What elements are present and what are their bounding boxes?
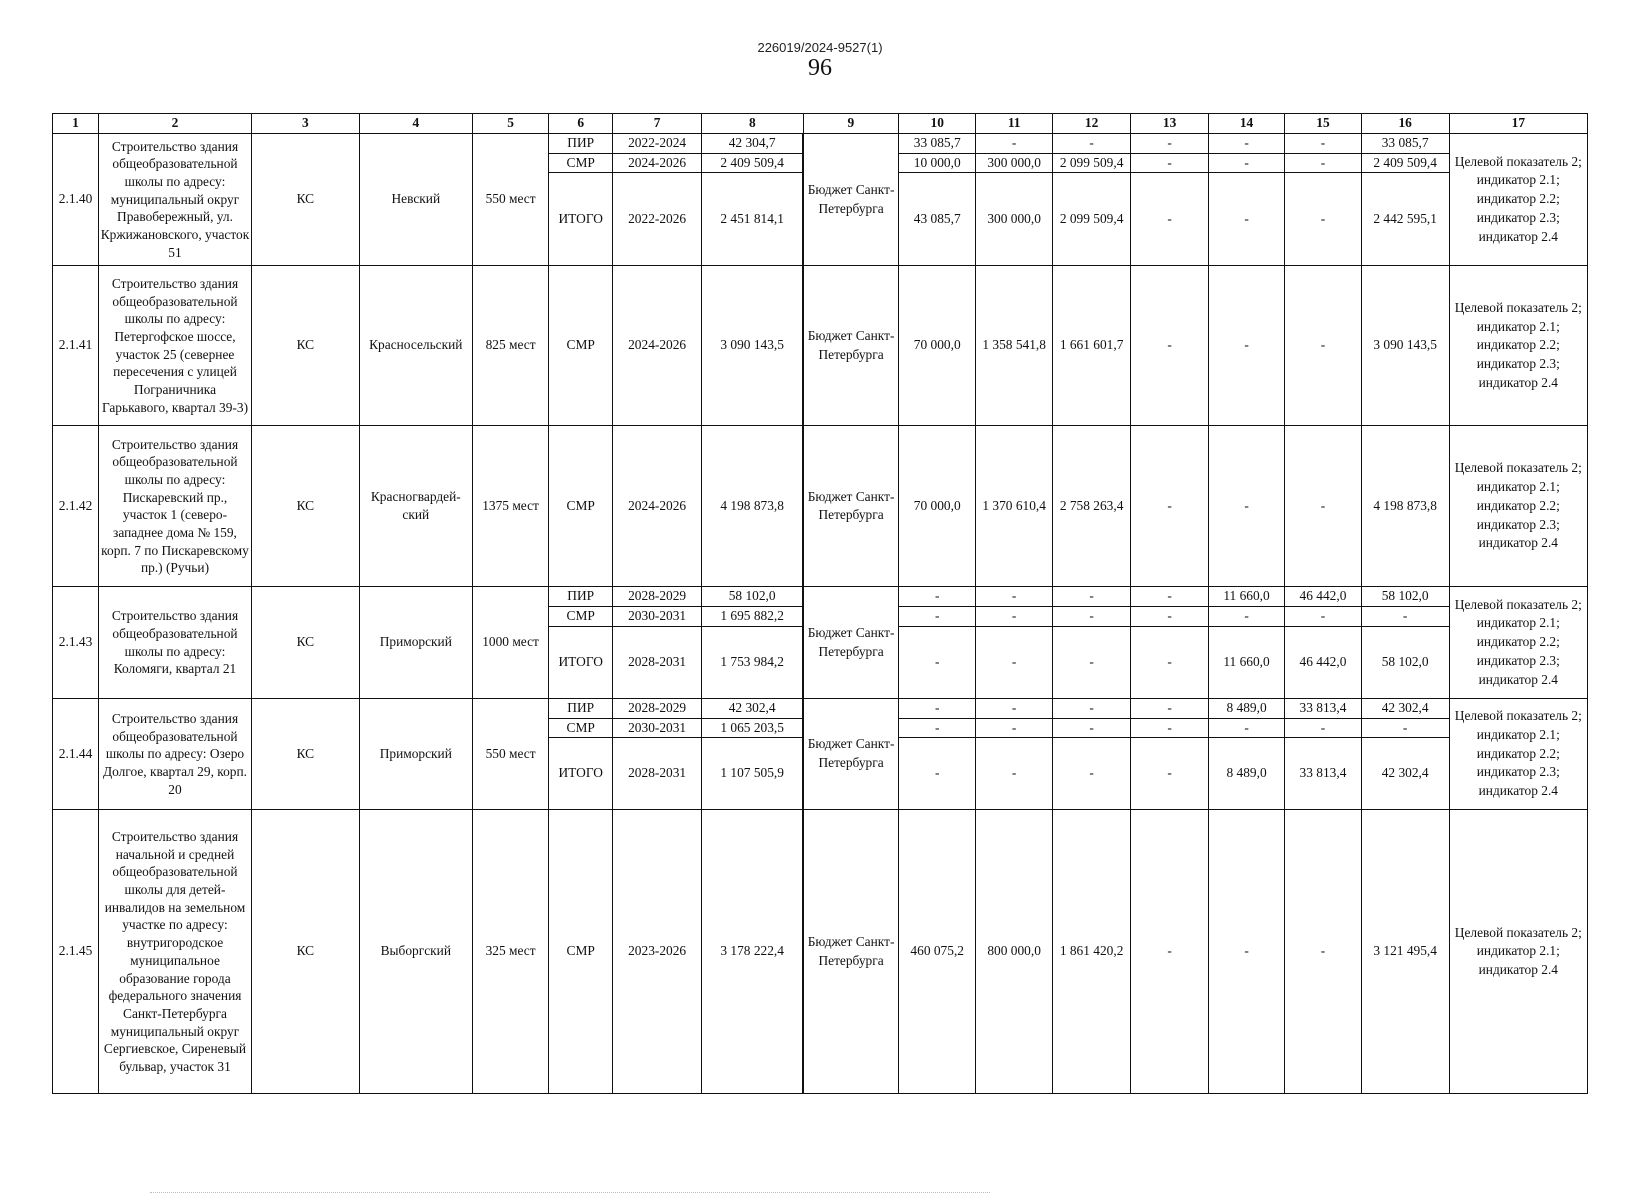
period-cell: 2030-2031 — [613, 718, 702, 738]
target-indicators: Целевой показатель 2; индикатор 2.1; индикатор 2.4 — [1449, 810, 1587, 1094]
year-value-cell: - — [1208, 607, 1284, 627]
year-value-cell: - — [1131, 153, 1208, 173]
year-value-cell: 70 000,0 — [898, 266, 975, 426]
column-header: 14 — [1208, 114, 1284, 134]
year-value-cell: - — [976, 718, 1052, 738]
stage-cell: СМР — [549, 607, 613, 627]
year-value-cell: 33 085,7 — [898, 133, 975, 153]
item-number: 2.1.40 — [53, 133, 99, 266]
year-value-cell: - — [976, 607, 1052, 627]
year-value-cell: - — [1131, 810, 1208, 1094]
year-value-cell: 8 489,0 — [1208, 738, 1284, 810]
year-value-cell: 2 099 509,4 — [1052, 153, 1131, 173]
period-cell: 2030-2031 — [613, 607, 702, 627]
year-value-cell: 33 085,7 — [1361, 133, 1449, 153]
year-value-cell: 1 358 541,8 — [976, 266, 1052, 426]
total-cell: 42 302,4 — [702, 698, 804, 718]
table-row — [53, 266, 1588, 426]
total-cell: 1 065 203,5 — [702, 718, 804, 738]
item-type: КС — [251, 266, 359, 426]
year-value-cell: 4 198 873,8 — [1361, 426, 1449, 587]
item-type: КС — [251, 698, 359, 810]
item-number: 2.1.42 — [53, 426, 99, 587]
year-value-cell: - — [1052, 607, 1131, 627]
item-type: КС — [251, 426, 359, 587]
total-cell: 3 090 143,5 — [702, 266, 804, 426]
year-value-cell: 3 090 143,5 — [1361, 266, 1449, 426]
item-name: Строительство здания общеобразовательной школы по адресу: муниципальный округ Правобережный, ул. Кржижановского, участок 51 — [99, 133, 252, 266]
year-value-cell: - — [898, 607, 975, 627]
year-value-cell: - — [1285, 153, 1361, 173]
stage-cell: ИТОГО — [549, 173, 613, 266]
year-value-cell: 1 370 610,4 — [976, 426, 1052, 587]
item-capacity: 1000 мест — [472, 587, 548, 699]
year-value-cell: - — [898, 626, 975, 698]
year-value-cell: 8 489,0 — [1208, 698, 1284, 718]
year-value-cell: - — [1285, 426, 1361, 587]
year-value-cell: - — [898, 587, 975, 607]
column-header: 17 — [1449, 114, 1587, 134]
item-name: Строительство здания общеобразовательной школы по адресу: Озеро Долгое, квартал 29, корп. 20 — [99, 698, 252, 810]
year-value-cell: - — [1208, 266, 1284, 426]
program-table — [52, 113, 1588, 1094]
year-value-cell: 2 409 509,4 — [1361, 153, 1449, 173]
year-value-cell: - — [1131, 173, 1208, 266]
item-district: Невский — [359, 133, 472, 266]
year-value-cell: - — [1052, 698, 1131, 718]
table-header-row — [53, 114, 1588, 134]
year-value-cell: - — [1285, 266, 1361, 426]
stage-cell: ИТОГО — [549, 626, 613, 698]
year-value-cell: 3 121 495,4 — [1361, 810, 1449, 1094]
year-value-cell: - — [1131, 426, 1208, 587]
year-value-cell: - — [1131, 626, 1208, 698]
stage-cell: ПИР — [549, 133, 613, 153]
item-name: Строительство здания общеобразовательной школы по адресу: Коломяги, квартал 21 — [99, 587, 252, 699]
item-name: Строительство здания общеобразовательной школы по адресу: Петергофское шоссе, участок 25 (севернее пересечения с улицей Пограничника Гарькавого, квартал 39-3) — [99, 266, 252, 426]
column-header: 8 — [702, 114, 804, 134]
year-value-cell: - — [1208, 810, 1284, 1094]
year-value-cell: - — [1131, 738, 1208, 810]
year-value-cell: 58 102,0 — [1361, 587, 1449, 607]
table-row — [53, 426, 1588, 587]
year-value-cell: - — [1131, 718, 1208, 738]
total-cell: 3 178 222,4 — [702, 810, 804, 1094]
year-value-cell: 33 813,4 — [1285, 698, 1361, 718]
item-capacity: 825 мест — [472, 266, 548, 426]
year-value-cell: - — [1208, 153, 1284, 173]
item-name: Строительство здания общеобразовательной школы по адресу: Пискаревский пр., участок 1 (северо-западнее дома № 159, корп. 7 по Пискаревскому пр.) (Ручьи) — [99, 426, 252, 587]
period-cell: 2024-2026 — [613, 153, 702, 173]
year-value-cell: - — [1131, 266, 1208, 426]
year-value-cell: 11 660,0 — [1208, 626, 1284, 698]
total-cell: 4 198 873,8 — [702, 426, 804, 587]
funding-source: Бюджет Санкт-Петербурга — [803, 698, 898, 810]
column-header: 11 — [976, 114, 1052, 134]
column-header: 16 — [1361, 114, 1449, 134]
year-value-cell: - — [1131, 133, 1208, 153]
period-cell: 2024-2026 — [613, 426, 702, 587]
column-header: 15 — [1285, 114, 1361, 134]
period-cell: 2028-2029 — [613, 587, 702, 607]
year-value-cell: - — [1131, 607, 1208, 627]
year-value-cell: 10 000,0 — [898, 153, 975, 173]
item-number: 2.1.41 — [53, 266, 99, 426]
item-type: КС — [251, 587, 359, 699]
item-capacity: 325 мест — [472, 810, 548, 1094]
item-district: Приморский — [359, 698, 472, 810]
year-value-cell: - — [1131, 587, 1208, 607]
total-cell: 1 107 505,9 — [702, 738, 804, 810]
column-header: 10 — [898, 114, 975, 134]
year-value-cell: - — [976, 587, 1052, 607]
period-cell: 2022-2026 — [613, 173, 702, 266]
year-value-cell: 2 099 509,4 — [1052, 173, 1131, 266]
column-header: 3 — [251, 114, 359, 134]
target-indicators: Целевой показатель 2; индикатор 2.1; индикатор 2.2; индикатор 2.3; индикатор 2.4 — [1449, 426, 1587, 587]
item-capacity: 1375 мест — [472, 426, 548, 587]
table-body — [53, 114, 1588, 1094]
year-value-cell: - — [1285, 607, 1361, 627]
table-row — [53, 810, 1588, 1094]
year-value-cell: - — [1285, 133, 1361, 153]
item-number: 2.1.44 — [53, 698, 99, 810]
year-value-cell: 46 442,0 — [1285, 626, 1361, 698]
item-name: Строительство здания начальной и средней общеобразовательной школы для детей-инвалидов на земельном участке по адресу: внутригородское муниципальное образование города федерального значения Санкт-Петербурга муниципальный округ Сергиевское, Сиреневый бульвар, участок 31 — [99, 810, 252, 1094]
funding-source: Бюджет Санкт-Петербурга — [803, 426, 898, 587]
item-district: Красногвардей-ский — [359, 426, 472, 587]
item-capacity: 550 мест — [472, 133, 548, 266]
target-indicators: Целевой показатель 2; индикатор 2.1; индикатор 2.2; индикатор 2.3; индикатор 2.4 — [1449, 587, 1587, 699]
year-value-cell: - — [1361, 718, 1449, 738]
year-value-cell: - — [1285, 173, 1361, 266]
target-indicators: Целевой показатель 2; индикатор 2.1; индикатор 2.2; индикатор 2.3; индикатор 2.4 — [1449, 698, 1587, 810]
item-district: Выборгский — [359, 810, 472, 1094]
year-value-cell: - — [1052, 587, 1131, 607]
year-value-cell: - — [1052, 738, 1131, 810]
year-value-cell: 43 085,7 — [898, 173, 975, 266]
total-cell: 58 102,0 — [702, 587, 804, 607]
table-row — [53, 133, 1588, 153]
year-value-cell: - — [1208, 718, 1284, 738]
stage-cell: ИТОГО — [549, 738, 613, 810]
column-header: 6 — [549, 114, 613, 134]
year-value-cell: - — [976, 133, 1052, 153]
year-value-cell: 2 442 595,1 — [1361, 173, 1449, 266]
year-value-cell: 42 302,4 — [1361, 738, 1449, 810]
funding-source: Бюджет Санкт-Петербурга — [803, 810, 898, 1094]
period-cell: 2022-2024 — [613, 133, 702, 153]
stage-cell: СМР — [549, 718, 613, 738]
period-cell: 2028-2029 — [613, 698, 702, 718]
year-value-cell: - — [1131, 698, 1208, 718]
funding-source: Бюджет Санкт-Петербурга — [803, 133, 898, 266]
column-header: 12 — [1052, 114, 1131, 134]
year-value-cell: - — [898, 738, 975, 810]
total-cell: 2 409 509,4 — [702, 153, 804, 173]
column-header: 5 — [472, 114, 548, 134]
year-value-cell: 300 000,0 — [976, 153, 1052, 173]
document-id: 226019/2024-9527(1) — [757, 40, 883, 55]
period-cell: 2028-2031 — [613, 626, 702, 698]
item-capacity: 550 мест — [472, 698, 548, 810]
year-value-cell: - — [976, 738, 1052, 810]
year-value-cell: - — [976, 626, 1052, 698]
year-value-cell: - — [1285, 718, 1361, 738]
year-value-cell: 42 302,4 — [1361, 698, 1449, 718]
year-value-cell: - — [1208, 133, 1284, 153]
stage-cell: ПИР — [549, 587, 613, 607]
item-district: Приморский — [359, 587, 472, 699]
year-value-cell: 1 661 601,7 — [1052, 266, 1131, 426]
period-cell: 2028-2031 — [613, 738, 702, 810]
year-value-cell: - — [898, 698, 975, 718]
target-indicators: Целевой показатель 2; индикатор 2.1; индикатор 2.2; индикатор 2.3; индикатор 2.4 — [1449, 133, 1587, 266]
column-header: 2 — [99, 114, 252, 134]
year-value-cell: 11 660,0 — [1208, 587, 1284, 607]
total-cell: 1 695 882,2 — [702, 607, 804, 627]
year-value-cell: 1 861 420,2 — [1052, 810, 1131, 1094]
period-cell: 2023-2026 — [613, 810, 702, 1094]
year-value-cell: 800 000,0 — [976, 810, 1052, 1094]
year-value-cell: 46 442,0 — [1285, 587, 1361, 607]
stage-cell: СМР — [549, 266, 613, 426]
total-cell: 42 304,7 — [702, 133, 804, 153]
stage-cell: СМР — [549, 426, 613, 587]
target-indicators: Целевой показатель 2; индикатор 2.1; индикатор 2.2; индикатор 2.3; индикатор 2.4 — [1449, 266, 1587, 426]
year-value-cell: - — [1052, 718, 1131, 738]
year-value-cell: - — [1361, 607, 1449, 627]
column-header: 1 — [53, 114, 99, 134]
item-type: КС — [251, 133, 359, 266]
table-row — [53, 698, 1588, 718]
year-value-cell: 460 075,2 — [898, 810, 975, 1094]
year-value-cell: - — [976, 698, 1052, 718]
stage-cell: ПИР — [549, 698, 613, 718]
table-row — [53, 587, 1588, 607]
funding-source: Бюджет Санкт-Петербурга — [803, 266, 898, 426]
year-value-cell: 2 758 263,4 — [1052, 426, 1131, 587]
column-header: 13 — [1131, 114, 1208, 134]
page-number: 96 — [808, 55, 832, 81]
year-value-cell: 33 813,4 — [1285, 738, 1361, 810]
scan-artifact — [150, 1192, 990, 1194]
item-number: 2.1.43 — [53, 587, 99, 699]
year-value-cell: - — [1052, 626, 1131, 698]
year-value-cell: - — [898, 718, 975, 738]
column-header: 4 — [359, 114, 472, 134]
year-value-cell: 70 000,0 — [898, 426, 975, 587]
year-value-cell: - — [1208, 426, 1284, 587]
year-value-cell: 300 000,0 — [976, 173, 1052, 266]
item-district: Красносельский — [359, 266, 472, 426]
total-cell: 2 451 814,1 — [702, 173, 804, 266]
column-header: 7 — [613, 114, 702, 134]
year-value-cell: - — [1052, 133, 1131, 153]
funding-source: Бюджет Санкт-Петербурга — [803, 587, 898, 699]
year-value-cell: 58 102,0 — [1361, 626, 1449, 698]
year-value-cell: - — [1285, 810, 1361, 1094]
year-value-cell: - — [1208, 173, 1284, 266]
item-type: КС — [251, 810, 359, 1094]
total-cell: 1 753 984,2 — [702, 626, 804, 698]
period-cell: 2024-2026 — [613, 266, 702, 426]
column-header: 9 — [803, 114, 898, 134]
item-number: 2.1.45 — [53, 810, 99, 1094]
stage-cell: СМР — [549, 810, 613, 1094]
stage-cell: СМР — [549, 153, 613, 173]
